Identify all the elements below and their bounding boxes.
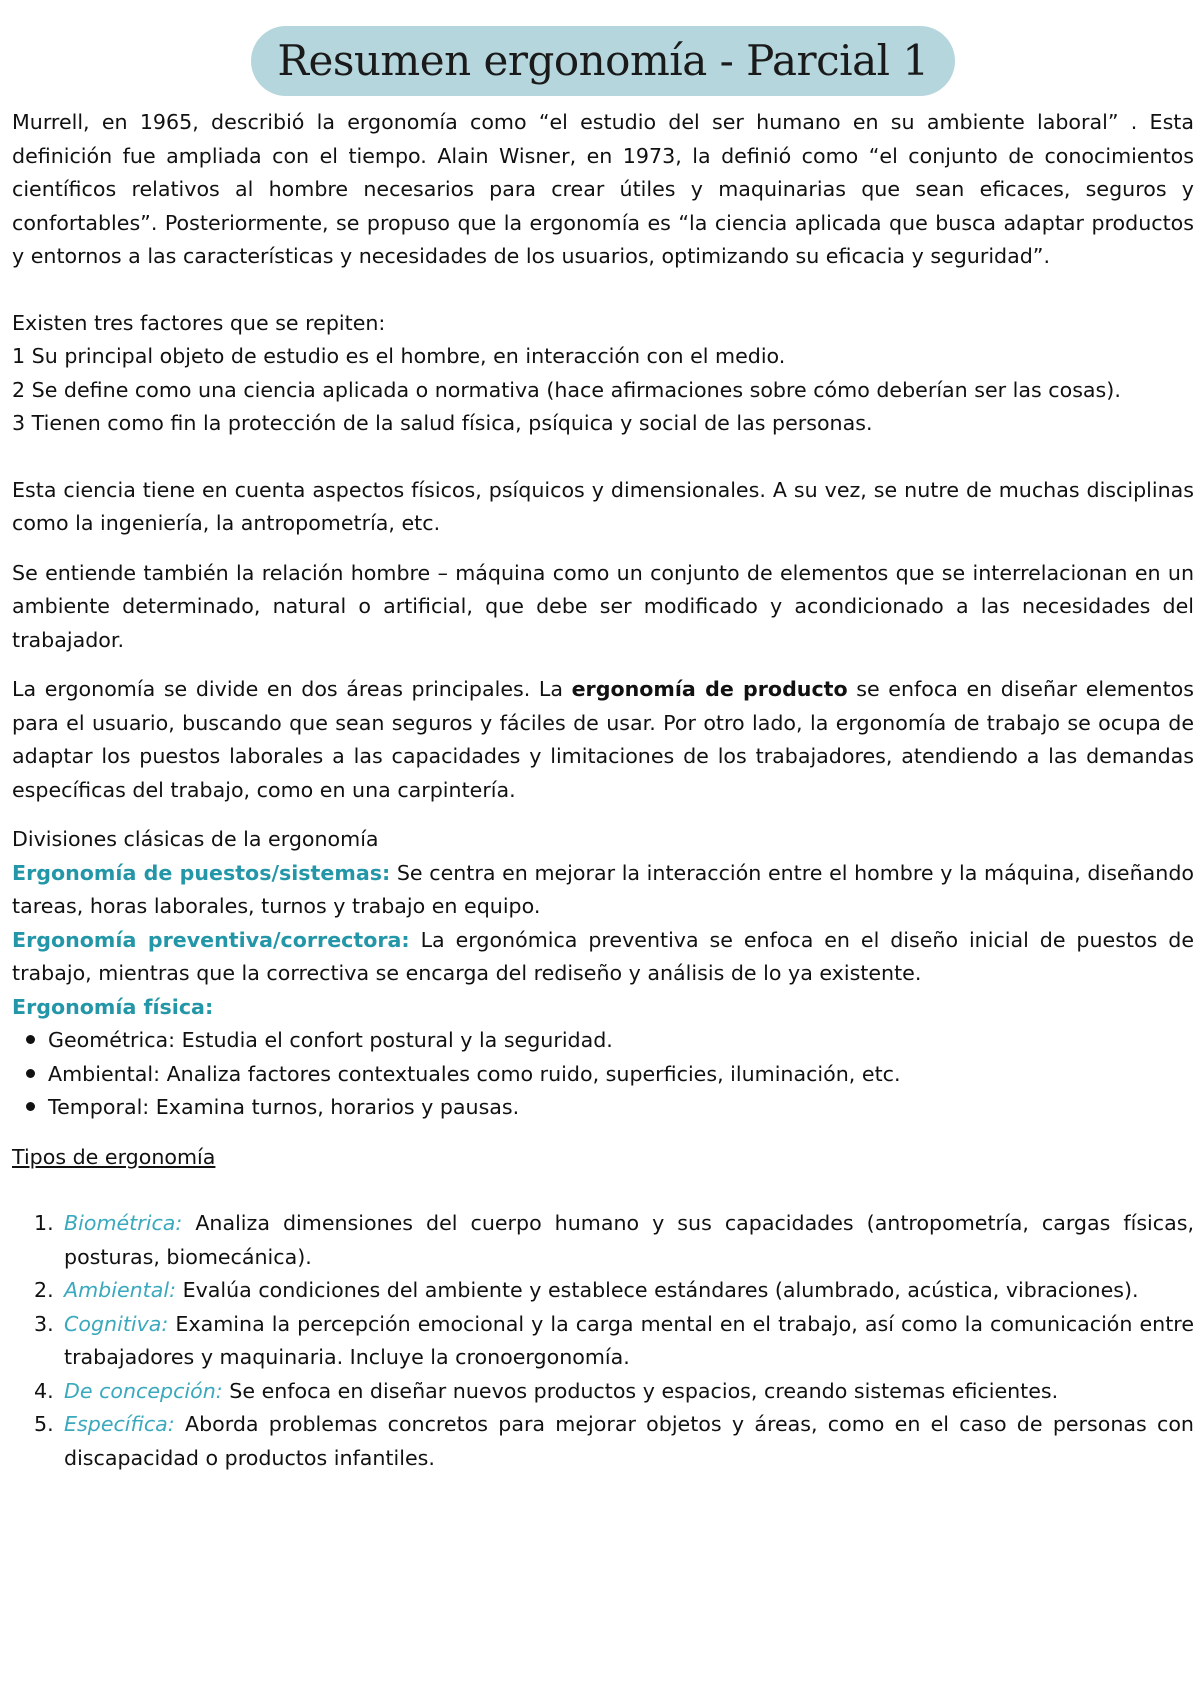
list-item bbox=[34, 1308, 1194, 1375]
type-text: Examina la percepción emocional y la carga mental en el trabajo, así como la comunicación entre trabajadores y maquinaria. Incluye la cronoergonomía. bbox=[64, 1311, 1194, 1369]
list-number: 3. bbox=[34, 1311, 54, 1336]
list-item bbox=[34, 1207, 1194, 1274]
physical-ergonomy-list bbox=[12, 1024, 1194, 1125]
document-page bbox=[12, 0, 1194, 1475]
areas-text-after: se enfoca en diseñar elementos para el usuario, buscando que sean seguros y fáciles de usar. Por otro lado, la ergonomía de trabajo se ocupa de adaptar los puestos laborales a las capacidades y limitaciones de los trabajadores, atendiendo a las demandas específicas del trabajo, como en una carpintería. bbox=[12, 677, 1194, 802]
bullet-icon bbox=[26, 1102, 35, 1111]
list-item bbox=[34, 1408, 1194, 1475]
list-number: 1. bbox=[34, 1211, 54, 1235]
list-item-text: Ambiental: Analiza factores contextuales como ruido, superficies, iluminación, etc. bbox=[48, 1061, 901, 1086]
type-name: De concepción: bbox=[64, 1378, 223, 1403]
type-name: Biométrica: bbox=[64, 1211, 183, 1235]
areas-paragraph bbox=[12, 673, 1194, 807]
bullet-icon bbox=[26, 1035, 35, 1044]
list-number: 5. bbox=[34, 1412, 54, 1436]
types-list bbox=[12, 1207, 1194, 1475]
factor-item: 2 Se define como una ciencia aplicada o normativa (hace afirmaciones sobre cómo deberían ser las cosas). bbox=[12, 377, 1121, 402]
division-label: Ergonomía preventiva/correctora: bbox=[12, 927, 410, 952]
division-item bbox=[12, 924, 1194, 991]
type-name: Ambiental: bbox=[64, 1278, 177, 1302]
science-paragraph: Esta ciencia tiene en cuenta aspectos físicos, psíquicos y dimensionales. A su vez, se nutre de muchas disciplinas como la ingeniería, la antropometría, etc. bbox=[12, 477, 1194, 535]
division-item bbox=[12, 991, 1194, 1025]
divisions-heading: Divisiones clásicas de la ergonomía bbox=[12, 827, 379, 851]
list-item bbox=[26, 1091, 1194, 1125]
factor-item: 3 Tienen como fin la protección de la salud física, psíquica y social de las personas. bbox=[12, 411, 873, 435]
areas-bold-term: ergonomía de producto bbox=[571, 677, 848, 701]
man-machine-paragraph: Se entiende también la relación hombre – máquina como un conjunto de elementos que se interrelacionan en un ambiente determinado, natural o artificial, que debe ser modificado y acondicionado a las necesidades del trabajador. bbox=[12, 560, 1194, 652]
factor-item: 1 Su principal objeto de estudio es el hombre, en interacción con el medio. bbox=[12, 344, 786, 368]
type-text: Se enfoca en diseñar nuevos productos y espacios, creando sistemas eficientes. bbox=[222, 1378, 1059, 1403]
list-number: 4. bbox=[34, 1378, 54, 1403]
list-item bbox=[34, 1375, 1194, 1409]
bullet-icon bbox=[26, 1069, 35, 1078]
list-item bbox=[26, 1024, 1194, 1058]
list-item bbox=[26, 1058, 1194, 1092]
page-title: Resumen ergonomía - Parcial 1 bbox=[251, 26, 954, 96]
areas-text-before: La ergonomía se divide en dos áreas principales. La bbox=[12, 677, 572, 701]
list-item bbox=[34, 1274, 1194, 1308]
type-text: Aborda problemas concretos para mejorar objetos y áreas, como en el caso de personas con discapacidad o productos infantiles. bbox=[64, 1412, 1194, 1470]
type-text: Analiza dimensiones del cuerpo humano y sus capacidades (antropometría, cargas físicas, posturas, biomecánica). bbox=[64, 1211, 1194, 1269]
division-item bbox=[12, 857, 1194, 924]
list-item-text: Geométrica: Estudia el confort postural y la seguridad. bbox=[48, 1028, 613, 1052]
division-label: Ergonomía de puestos/sistemas: bbox=[12, 860, 391, 885]
list-item-text: Temporal: Examina turnos, horarios y pausas. bbox=[48, 1095, 520, 1119]
intro-paragraph: Murrell, en 1965, describió la ergonomía como “el estudio del ser humano en su ambiente laboral” . Esta definición fue ampliada con el tiempo. Alain Wisner, en 1973, la definió como “el conjunto de conocimientos científicos relativos al hombre necesarios para crear útiles y maquinarias que sean eficaces, seguros y confortables”. Posteriormente, se propuso que la ergonomía es “la ciencia aplicada que busca adaptar productos y entornos a las características y necesidades de los usuarios, optimizando su eficacia y seguridad”. bbox=[12, 110, 1194, 268]
type-text: Evalúa condiciones del ambiente y establece estándares (alumbrado, acústica, vibraciones). bbox=[176, 1278, 1139, 1302]
division-text: La ergonómica preventiva se enfoca en el diseño inicial de puestos de trabajo, mientras que la correctiva se encarga del rediseño y análisis de lo ya existente. bbox=[12, 927, 1195, 985]
type-name: Específica: bbox=[64, 1412, 175, 1436]
list-number: 2. bbox=[34, 1278, 54, 1302]
types-heading: Tipos de ergonomía bbox=[12, 1144, 216, 1169]
division-text: Se centra en mejorar la interacción entre el hombre y la máquina, diseñando tareas, horas laborales, turnos y trabajo en equipo. bbox=[12, 860, 1194, 918]
title-section bbox=[12, 0, 1194, 96]
factors-heading: Existen tres factores que se repiten: bbox=[12, 310, 386, 335]
type-name: Cognitiva: bbox=[64, 1311, 169, 1336]
division-label: Ergonomía física: bbox=[12, 994, 214, 1019]
